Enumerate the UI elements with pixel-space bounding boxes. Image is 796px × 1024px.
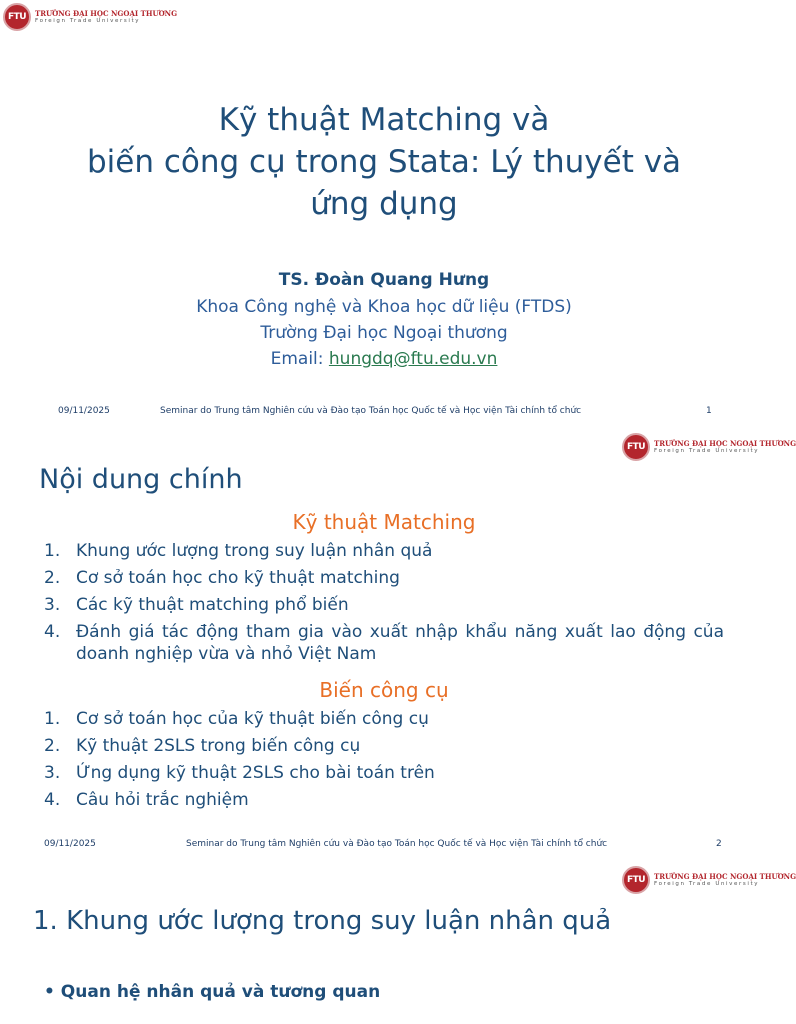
page-number: 1 [706, 406, 712, 416]
slide-heading: 1. Khung ước lượng trong suy luận nhân quả [33, 906, 612, 936]
list-item [44, 733, 724, 760]
section-title-matching: Kỹ thuật Matching [292, 510, 476, 534]
item-text: Cơ sở toán học của kỹ thuật biến công cụ [76, 709, 429, 729]
slide-title [0, 99, 768, 225]
email-link[interactable]: hungdq@ftu.edu.vn [328, 349, 498, 369]
item-text: Ứng dụng kỹ thuật 2SLS cho bài toán trên [76, 763, 435, 783]
slide-3 [0, 862, 796, 1024]
footer-date: 09/11/2025 [44, 839, 96, 849]
item-number: 2. [44, 736, 61, 756]
page-number: 2 [716, 839, 722, 849]
item-text: Khung ước lượng trong suy luận nhân quả [76, 541, 433, 561]
title-line-3: ứng dụng [310, 186, 458, 222]
bullet-text: Quan hệ nhân quả và tương quan [60, 982, 381, 1002]
footer-text: Seminar do Trung tâm Nghiên cứu và Đào tạo Toán học Quốc tế và Học viện Tài chính tổ chức [186, 839, 608, 849]
list-item [44, 760, 724, 787]
list-item [44, 538, 724, 565]
logo-name: TRƯỜNG ĐẠI HỌC NGOẠI THƯƠNG [654, 871, 796, 881]
department: Khoa Công nghệ và Khoa học dữ liệu (FTDS) [196, 297, 572, 317]
item-number: 2. [44, 568, 61, 588]
item-number: 3. [44, 763, 61, 783]
email-label: Email: [270, 349, 324, 369]
footer-date: 09/11/2025 [58, 406, 110, 416]
email-line [0, 349, 768, 369]
slide-1 [0, 0, 768, 428]
logo-name: TRƯỜNG ĐẠI HỌC NGOẠI THƯƠNG [654, 438, 796, 448]
item-number: 1. [44, 541, 61, 561]
slide-heading: Nội dung chính [39, 464, 243, 495]
item-text: Cơ sở toán học cho kỹ thuật matching [76, 568, 400, 588]
bullet-item [44, 982, 380, 1002]
logo-subtitle: Foreign Trade University [654, 447, 760, 454]
list-item [44, 592, 724, 619]
university-logo [3, 3, 177, 31]
university-name: Trường Đại học Ngoại thương [260, 323, 508, 343]
item-text: Đánh giá tác động tham gia vào xuất nhập khẩu năng xuất lao động của doanh nghiệp vừa và nhỏ Việt Nam [76, 622, 724, 664]
author-name: TS. Đoàn Quang Hưng [278, 270, 490, 290]
item-number: 3. [44, 595, 61, 615]
slide-2 [0, 430, 796, 862]
ftu-seal-icon: FTU [622, 433, 650, 461]
logo-subtitle: Foreign Trade University [35, 17, 141, 24]
university-logo [622, 433, 796, 461]
section-title-instrumental: Biến công cụ [319, 678, 449, 702]
list-item [44, 565, 724, 592]
logo-subtitle: Foreign Trade University [654, 880, 760, 887]
item-text: Câu hỏi trắc nghiệm [76, 790, 249, 810]
ftu-seal-icon: FTU [3, 3, 31, 31]
item-number: 1. [44, 709, 61, 729]
footer-text: Seminar do Trung tâm Nghiên cứu và Đào tạo Toán học Quốc tế và Học viện Tài chính tổ chức [160, 406, 582, 416]
bullet-dot-icon: • [44, 982, 61, 1002]
instrumental-list [44, 706, 724, 814]
item-number: 4. [44, 622, 61, 642]
logo-name: TRƯỜNG ĐẠI HỌC NGOẠI THƯƠNG [35, 8, 178, 18]
list-item [44, 706, 724, 733]
title-line-1: Kỹ thuật Matching và [218, 102, 550, 138]
title-line-2: biến công cụ trong Stata: Lý thuyết và [86, 144, 682, 180]
matching-list [44, 538, 724, 665]
ftu-seal-icon: FTU [622, 866, 650, 894]
item-number: 4. [44, 790, 61, 810]
list-item [44, 787, 724, 814]
item-text: Kỹ thuật 2SLS trong biến công cụ [76, 736, 361, 756]
university-logo [622, 866, 796, 894]
item-text: Các kỹ thuật matching phổ biến [76, 595, 349, 615]
list-item [44, 619, 724, 665]
